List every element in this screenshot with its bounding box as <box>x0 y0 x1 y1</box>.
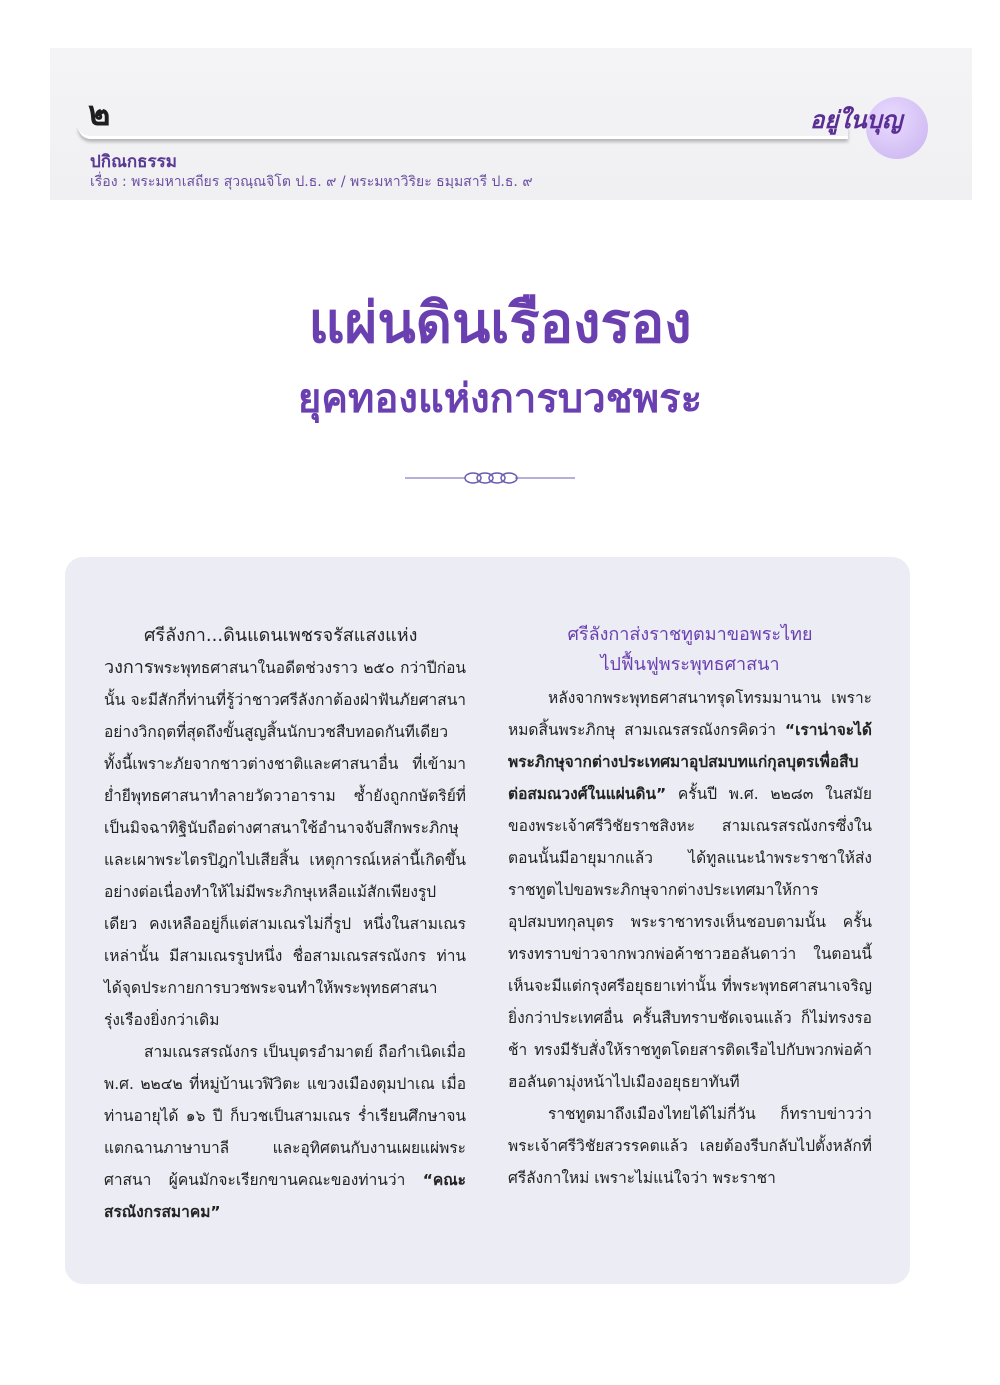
paragraph-text: พระพุทธศาสนาในอดีตช่วงราว ๒๕๐ กว่าปีก่อนนั้น จะมีสักกี่ท่านที่รู้ว่าชาวศรีลังกาต้องฝ่าฟันภัยศาสนาอย่างวิกฤตที่สุดถึงขั้นสูญสิ้นนักบวชสืบทอดกันทีเดียว ทั้งนี้เพราะภัยจากชาวต่างชาติและศาสนาอื่น ที่เข้ามาย่ำยีพุทธศาสนาทำลายวัดวาอาราม ซ้ำยังถูกกษัตริย์ที่เป็นมิจฉาทิฐินับถือต่างศาสนาใช้อำนาจจับสึกพระภิกษุและเผาพระไตรปิฎกไปเสียสิ้น เหตุการณ์เหล่านี้เกิดขึ้นอย่างต่อเนื่องทำให้ไม่มีพระภิกษุเหลือแม้สักเพียงรูปเดียว คงเหลืออยู่ก็แต่สามเณรไม่กี่รูป หนึ่งในสามเณรเหล่านั้น มีสามเณรรูปหนึ่ง ชื่อสามเณรสรณังกร ท่านได้จุดประกายการบวชพระจนทำให้พระพุทธศาสนารุ่งเรืองยิ่งกว่าเดิม <box>104 659 466 1029</box>
paragraph-text: ครั้นปี พ.ศ. ๒๒๘๓ ในสมัยของพระเจ้าศรีวิชัยราชสิงหะ สามเณรสรณังกรซึ่งในตอนนั้นมีอายุมากแล้ว ได้ทูลแนะนำพระราชาให้ส่งราชทูตไปขอพระภิกษุจากต่างประเทศมาให้การอุปสมบทกุลบุตร พระราชาทรงเห็นชอบตามนั้น ครั้นทรงทราบข่าวจากพวกพ่อค้าชาวฮอลันดาว่า ในตอนนี้ เห็นจะมีแต่กรุงศรีอยุธยาเท่านั้น ที่พระพุทธศาสนาเจริญยิ่งกว่าประเทศอื่น ครั้นสืบทราบชัดเจนแล้ว ก็ไม่ทรงรอช้า ทรงมีรับสั่งให้ราชทูตโดยสารติดเรือไปกับพวกพ่อค้าฮอลันดามุ่งหน้าไปเมืองอยุธยาทันที <box>508 785 872 1091</box>
paragraph-text: หลังจากพระพุทธศาสนาทรุดโทรมมานาน เพราะหมดสิ้นพระภิกษุ สามเณรสรณังกรคิดว่า <box>508 689 872 739</box>
bold-quote: “เราน่าจะได้พระภิกษุจากต่างประเทศมาอุปสมบทแก่กุลบุตรเพื่อสืบต่อสมณวงศ์ในแผ่นดิน” <box>508 721 872 803</box>
paragraph <box>508 1098 872 1194</box>
column-heading-line: ไปฟื้นฟูพระพุทธศาสนา <box>600 654 780 675</box>
column-heading-line: ศรีลังกาส่งราชทูตมาขอพระไทย <box>567 624 813 645</box>
article-title: แผ่นดินเรืองรอง <box>308 291 692 356</box>
ornament-divider-icon <box>405 466 575 490</box>
magazine-logo: อยู่ในบุญ <box>810 105 903 134</box>
right-column <box>508 620 872 1194</box>
paragraph-text: สามเณรสรณังกร เป็นบุตรอำมาตย์ ถือกำเนิดเมื่อพ.ศ. ๒๒๔๒ ที่หมู่บ้านเวฬิวิตะ แขวงเมืองตุมปาเณ เมื่อท่านอายุได้ ๑๖ ปี ก็บวชเป็นสามเณร ร่ำเรียนศึกษาจนแตกฉานภาษาบาลี และอุทิศตนกับงานเผยแผ่พระศาสนา ผู้คนมักจะเรียกขานคณะของท่านว่า <box>104 1043 466 1189</box>
column-heading <box>508 620 872 680</box>
article-subtitle: ยุคทองแห่งการบวชพระ <box>297 376 703 422</box>
section-label: ปกิณกธรรม <box>90 152 177 172</box>
byline: เรื่อง : พระมหาเสถียร สุวณฺณจิโต ป.ธ. ๙ / พระมหาวิริยะ ธมฺมสารี ป.ธ. ๙ <box>90 174 533 190</box>
paragraph-text: ราชทูตมาถึงเมืองไทยได้ไม่กี่วัน ก็ทราบข่าวว่าพระเจ้าศรีวิชัยสวรรคตแล้ว เลยต้องรีบกลับไปตั้งหลักที่ศรีลังกาใหม่ เพราะไม่แน่ใจว่า พระราชา <box>508 1105 872 1187</box>
lead-text: ศรีลังกา...ดินแดนเพชรจรัสแสงแห่งวงการ <box>104 625 418 678</box>
paragraph <box>104 1036 466 1228</box>
bold-quote: “คณะสรณังกรสมาคม” <box>104 1171 466 1221</box>
paragraph <box>104 620 466 1036</box>
page-number: ๒ <box>88 94 111 134</box>
left-column <box>104 620 466 1228</box>
paragraph <box>508 682 872 1098</box>
header-divider <box>78 126 848 139</box>
